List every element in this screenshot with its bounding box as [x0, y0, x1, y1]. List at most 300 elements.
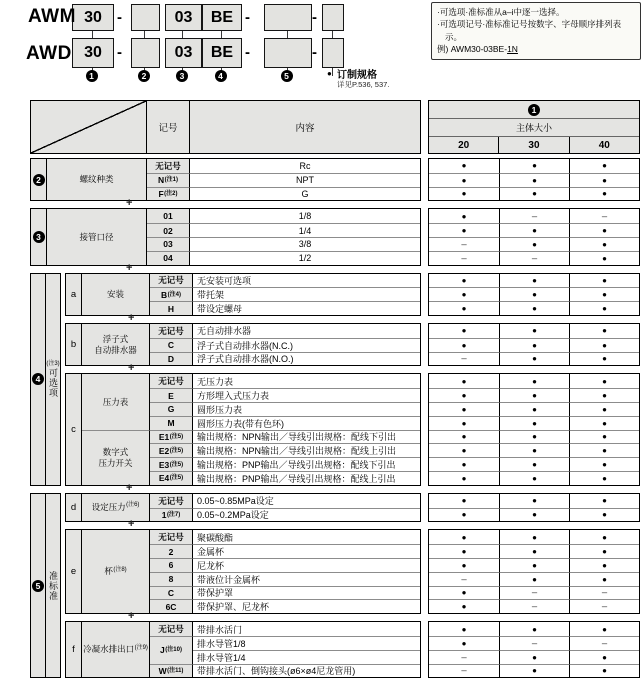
callout-1-badge: 1 — [86, 70, 98, 82]
content-cell: 方形埋入式压力表 — [193, 388, 420, 402]
plus-separator: + — [128, 610, 135, 623]
label-text: M — [167, 418, 175, 429]
model-segment-body-size: 30 — [72, 38, 114, 68]
spec-block — [65, 373, 421, 485]
example-highlight: 1N — [507, 43, 518, 54]
availability-dot: ● — [499, 187, 569, 201]
symbol-cell — [150, 544, 193, 558]
size-columns — [429, 137, 639, 153]
spec-block — [30, 208, 421, 265]
availability-dot: ● — [461, 211, 467, 221]
model-segment-option: BE — [202, 38, 242, 68]
plus-separator: + — [128, 311, 135, 324]
symbol-cell — [150, 622, 193, 636]
plus-separator: + — [126, 481, 133, 494]
availability-dash: – — [499, 636, 569, 650]
availability-dot: ● — [499, 494, 569, 508]
availability-dot: ● — [569, 544, 639, 558]
section-groups — [65, 493, 640, 679]
group-letter: b — [66, 324, 82, 365]
section-vertical-label — [46, 494, 60, 678]
group-name-line — [104, 566, 126, 577]
content-cell: 无安装可选项 — [193, 274, 420, 288]
availability-dot: ● — [569, 274, 639, 288]
content-cell: 带保护罩 — [193, 586, 420, 600]
availability-dash: – — [429, 237, 499, 251]
section-vertical-label — [46, 274, 60, 485]
symbol-cell — [150, 301, 193, 315]
availability-dash: – — [429, 664, 499, 678]
section-4 — [30, 273, 640, 486]
symbol-cell — [150, 352, 193, 366]
availability-dot: ● — [569, 301, 639, 315]
content-cell: G — [190, 187, 420, 201]
availability-dot: ● — [569, 494, 639, 508]
availability-dot: ● — [429, 471, 499, 485]
availability-dot: ● — [499, 324, 569, 338]
size-callout-row — [429, 101, 639, 119]
content-cell: 1/2 — [190, 251, 420, 265]
availability-dot: ● — [569, 443, 639, 457]
label-text: 自动排水器 — [94, 344, 137, 355]
availability-dot: ● — [569, 223, 639, 237]
availability-dot: ● — [429, 508, 499, 522]
availability-dot: ● — [429, 187, 499, 201]
dash: - — [245, 9, 250, 26]
symbol-cell — [150, 274, 193, 288]
section-number — [31, 209, 47, 264]
label-text: 无记号 — [158, 325, 184, 336]
content-cell: 圆形压力表 — [193, 402, 420, 416]
model-segment-option: BE — [202, 4, 242, 31]
symbol-cell — [150, 338, 193, 352]
content-cell: 带排水活门、倒钩接头(ø6×ø4尼龙管用) — [193, 664, 420, 678]
diagonal-cell — [31, 101, 147, 153]
model-segment-thread — [131, 38, 160, 68]
spec-block — [65, 273, 421, 316]
option-group-a — [65, 273, 640, 316]
availability-dot: ● — [461, 532, 467, 542]
content-column-header: 内容 — [295, 123, 315, 134]
label-text: N — [158, 175, 165, 186]
table-header — [30, 100, 640, 154]
availability-dot: ● — [499, 173, 569, 187]
symbol-cell — [147, 223, 190, 237]
availability-dash: – — [429, 572, 499, 586]
label-text: 压力开关 — [98, 457, 133, 468]
label-text: E1 — [158, 431, 170, 442]
symbol-note-ref: (注7) — [166, 511, 181, 518]
availability-dot: ● — [569, 402, 639, 416]
callout-5-badge: 5 — [281, 70, 293, 82]
availability-dot: ● — [569, 237, 639, 251]
ordering-table — [30, 100, 640, 678]
availability-dash: – — [569, 209, 639, 223]
symbol-cell — [150, 599, 193, 613]
plus-separator: + — [128, 518, 135, 531]
label-text: E2 — [158, 445, 170, 456]
group-name-line — [98, 458, 132, 469]
size-group-title: 主体大小 — [429, 119, 639, 137]
availability-dot: ● — [429, 402, 499, 416]
availability-dot: ● — [569, 352, 639, 366]
content-cell: 0.05~0.2MPa设定 — [193, 508, 420, 522]
symbol-cell — [150, 443, 193, 457]
spec-block — [65, 323, 421, 366]
availability-dot: ● — [499, 650, 569, 664]
availability-dot: ● — [569, 471, 639, 485]
section-number-badge: 2 — [33, 174, 45, 186]
custom-spec-label: 订制规格 — [337, 70, 377, 81]
availability-dash: – — [499, 586, 569, 600]
availability-dot: ● — [569, 650, 639, 664]
group-name-line: 数字式 — [102, 447, 129, 458]
content-cell: Rc — [190, 159, 420, 173]
group-note-ref: (注6) — [126, 502, 140, 509]
model-prefix-awm: AWM — [28, 6, 76, 27]
symbol-cell — [147, 187, 190, 201]
plus-separator: + — [126, 197, 133, 210]
availability-dot: ● — [569, 572, 639, 586]
label-text: 无记号 — [158, 532, 184, 543]
group-name-line — [83, 644, 148, 655]
section-groups — [65, 273, 640, 486]
label-text: J — [160, 645, 165, 656]
symbol-note-ref: (注4) — [167, 291, 181, 298]
symbol-cell — [147, 209, 190, 223]
availability-dot: ● — [499, 374, 569, 388]
symbol-cell — [150, 558, 193, 572]
availability-dash: – — [499, 599, 569, 613]
availability-matrix — [428, 273, 640, 316]
label-text: 03 — [163, 239, 173, 250]
availability-dot: ● — [429, 301, 499, 315]
availability-dot: ● — [461, 326, 467, 336]
availability-dot: ● — [429, 173, 499, 187]
group-letter: a — [66, 274, 82, 315]
availability-dash: – — [569, 636, 639, 650]
label-text: 无记号 — [158, 624, 184, 634]
spec-block — [30, 158, 421, 201]
model-segment-semi-standard — [264, 38, 312, 68]
availability-dot: ● — [569, 187, 639, 201]
availability-dash: – — [429, 352, 499, 366]
availability-dot: ● — [461, 376, 467, 386]
availability-dot: ● — [569, 251, 639, 265]
availability-matrix — [428, 529, 640, 614]
availability-dot: ● — [499, 402, 569, 416]
symbol-cell — [150, 636, 193, 664]
symbol-cell — [147, 159, 190, 173]
group-name — [47, 159, 147, 200]
label-text: 1 — [161, 509, 167, 520]
symbol-cell — [150, 388, 193, 402]
label-text: 安装 — [106, 289, 124, 300]
group-letter: f — [66, 622, 82, 677]
spec-block — [65, 621, 421, 678]
label-text: B — [161, 289, 168, 300]
availability-matrix — [428, 323, 640, 366]
table-header-sizes — [428, 100, 640, 154]
group-letter: e — [66, 530, 82, 613]
label-text: 压力表 — [102, 396, 129, 407]
label-text: 螺纹种类 — [79, 174, 114, 185]
availability-dot: ● — [499, 457, 569, 471]
label-text: 无记号 — [158, 376, 184, 387]
label-text: E — [168, 390, 174, 401]
content-cell: 输出规格：NPN输出／导线引出规格：配线上引出 — [193, 443, 420, 457]
model-segment-port-size: 03 — [165, 38, 202, 68]
label-text: 2 — [168, 546, 174, 557]
availability-dot: ● — [461, 275, 467, 285]
availability-dot: ● — [461, 161, 467, 171]
availability-matrix — [428, 373, 640, 485]
availability-dash: – — [429, 650, 499, 664]
group-name — [82, 374, 150, 429]
symbol-cell — [150, 324, 193, 338]
group-note-ref: (注8) — [113, 566, 127, 573]
availability-dot: ● — [429, 457, 499, 471]
availability-dot: ● — [569, 457, 639, 471]
content-cell: 金属杯 — [193, 544, 420, 558]
section-number-badge: 5 — [32, 580, 44, 592]
content-cell: 1/4 — [190, 223, 420, 237]
availability-dot: ● — [499, 443, 569, 457]
availability-dot: ● — [569, 530, 639, 544]
label-text: G — [167, 404, 175, 415]
group-name-line — [103, 397, 129, 408]
group-name-line — [79, 174, 113, 185]
group-letter: c — [66, 374, 82, 484]
section-number — [31, 159, 47, 200]
label-text: 6 — [168, 560, 174, 571]
ordering-note-box — [431, 2, 641, 60]
availability-dot: ● — [499, 223, 569, 237]
content-cell: 无自动排水器 — [193, 324, 420, 338]
group-name-line — [107, 289, 124, 300]
symbol-cell — [150, 586, 193, 600]
note-line: ·可选项·准标准从a–i中逐一选择。 — [437, 7, 565, 17]
content-cell: 带托架 — [193, 287, 420, 301]
symbol-cell — [150, 416, 193, 430]
availability-dot: ● — [429, 287, 499, 301]
note-line: ·可选项记号·准标准记号按数字、字母顺序排列表示。 — [437, 19, 622, 42]
symbol-cell — [150, 508, 193, 522]
availability-dot: ● — [499, 338, 569, 352]
symbol-note-ref: (注5) — [169, 461, 184, 468]
content-cell: 无压力表 — [193, 374, 420, 388]
availability-dot: ● — [499, 388, 569, 402]
availability-dot: ● — [499, 471, 569, 485]
content-cell: 圆形压力表(带有色环) — [193, 416, 420, 430]
availability-dash: – — [499, 251, 569, 265]
availability-dot: ● — [569, 664, 639, 678]
symbol-note-ref: (注1) — [164, 177, 178, 184]
option-group-b — [65, 323, 640, 366]
availability-dot: ● — [569, 558, 639, 572]
symbol-cell — [150, 664, 193, 678]
label-text: 无记号 — [155, 160, 181, 171]
label-text: 无记号 — [158, 275, 184, 286]
plus-separator-row — [65, 518, 640, 531]
section-number — [31, 274, 46, 485]
content-cell: 浮子式自动排水器(N.O.) — [193, 352, 420, 366]
label-text: W — [158, 665, 167, 676]
callout-4-badge: 4 — [215, 70, 227, 82]
model-prefix-awd: AWD — [26, 43, 72, 64]
symbol-cell — [150, 494, 193, 508]
symbol-cell — [150, 572, 193, 586]
section-3 — [30, 208, 640, 265]
availability-dash: – — [499, 209, 569, 223]
label-text: 01 — [163, 211, 173, 222]
label-text: 冷凝水排出口 — [83, 644, 135, 655]
availability-dot: ● — [429, 223, 499, 237]
label-text: C — [167, 587, 175, 598]
table-header-left — [30, 100, 421, 154]
availability-dot: ● — [429, 416, 499, 430]
group-name — [82, 494, 150, 522]
content-cell: 输出规格：NPN输出／导线引出规格：配线下引出 — [193, 430, 420, 444]
symbol-cell — [150, 374, 193, 388]
dash: - — [312, 44, 317, 61]
availability-dot: ● — [429, 443, 499, 457]
content-cell: 1/8 — [190, 209, 420, 223]
group-note-ref: (注9) — [134, 644, 148, 651]
content-cell: 尼龙杯 — [193, 558, 420, 572]
dash: - — [117, 44, 122, 61]
symbol-note-ref: (注10) — [165, 647, 182, 654]
availability-dot: ● — [569, 173, 639, 187]
section-number — [31, 494, 46, 678]
group-name-line — [94, 345, 137, 356]
content-cell: 输出规格：PNP输出／导线引出规格：配线上引出 — [193, 471, 420, 485]
availability-dot: ● — [499, 159, 569, 173]
symbol-cell — [150, 402, 193, 416]
size-40-header: 40 — [569, 137, 639, 153]
size-30-header: 30 — [498, 137, 568, 153]
section-5 — [30, 493, 640, 679]
section-label-strip — [30, 273, 61, 486]
content-cell: 0.05~0.85MPa设定 — [193, 494, 420, 508]
model-segment-port-size: 03 — [165, 4, 202, 31]
group-name-line — [92, 502, 140, 513]
section-vertical-text: 可选项 — [48, 367, 58, 398]
group-name-line — [79, 232, 113, 243]
availability-dot: ● — [429, 430, 499, 444]
plus-separator: + — [126, 261, 133, 274]
symbol-cell — [150, 457, 193, 471]
label-text: 无记号 — [158, 495, 184, 506]
section-label-strip — [30, 493, 61, 679]
group-name — [82, 622, 150, 677]
availability-dot: ● — [499, 416, 569, 430]
group-name — [82, 324, 150, 365]
plus-separator-row — [30, 481, 640, 494]
availability-dot: ● — [569, 416, 639, 430]
symbol-note-ref: (注5) — [169, 447, 184, 454]
availability-matrix — [428, 158, 640, 201]
dash: - — [117, 9, 122, 26]
availability-dot: ● — [569, 508, 639, 522]
availability-dash: – — [429, 251, 499, 265]
label-text: F — [158, 188, 164, 199]
table-sections — [30, 158, 640, 678]
dash: - — [245, 44, 250, 61]
label-text: 6C — [165, 601, 177, 612]
content-cell: 输出规格：PNP输出／导线引出规格：配线下引出 — [193, 457, 420, 471]
part-number-diagram — [0, 0, 642, 100]
content-cell: 3/8 — [190, 237, 420, 251]
symbol-cell — [147, 237, 190, 251]
availability-dash: – — [569, 599, 639, 613]
availability-dot: ● — [499, 352, 569, 366]
symbol-cell — [147, 251, 190, 265]
symbol-cell — [150, 471, 193, 485]
content-cell: NPT — [190, 173, 420, 187]
label-text: D — [167, 353, 175, 364]
plus-separator-row — [30, 197, 640, 210]
availability-dot: ● — [499, 622, 569, 636]
model-segment-custom — [322, 4, 344, 31]
availability-dot: ● — [499, 530, 569, 544]
content-cell: 带保护罩、尼龙杯 — [193, 599, 420, 613]
group-name — [82, 274, 150, 315]
availability-dot: ● — [499, 664, 569, 678]
label-text: 02 — [163, 225, 173, 236]
model-segment-body-size: 30 — [72, 4, 114, 31]
model-segment-semi-standard — [264, 4, 312, 31]
symbol-column-header: 记号 — [147, 101, 190, 153]
availability-dot: ● — [499, 508, 569, 522]
label-text: E4 — [158, 473, 170, 484]
label-text: 杯 — [104, 566, 113, 577]
availability-dot: ● — [499, 237, 569, 251]
group-name — [82, 530, 150, 613]
plus-separator-row — [65, 362, 640, 375]
size-20-header: 20 — [458, 139, 470, 151]
availability-dot: ● — [569, 374, 639, 388]
availability-dot: ● — [569, 159, 639, 173]
availability-dash: – — [569, 586, 639, 600]
availability-dot: ● — [499, 544, 569, 558]
availability-matrix — [428, 621, 640, 678]
content-cell: 带液位计金属杯 — [193, 572, 420, 586]
plus-separator: + — [128, 362, 135, 375]
availability-dot: ● — [461, 624, 467, 634]
availability-dot: ● — [429, 636, 499, 650]
availability-dot: ● — [499, 301, 569, 315]
section-vertical-text: 准标准 — [48, 570, 58, 601]
model-segment-thread — [131, 4, 160, 31]
plus-separator-row — [65, 610, 640, 623]
symbol-cell — [150, 287, 193, 301]
option-group-d — [65, 493, 640, 523]
label-text: 设定压力 — [91, 502, 126, 513]
content-cell: 聚碳酸酯 — [193, 530, 420, 544]
group-letter: d — [66, 494, 82, 522]
availability-dot: ● — [429, 388, 499, 402]
symbol-note-ref: (注5) — [169, 433, 184, 440]
group-name-line: 浮子式 — [102, 334, 129, 345]
callout-1-badge: 1 — [528, 104, 540, 116]
symbol-cell — [150, 430, 193, 444]
availability-dot: ● — [569, 324, 639, 338]
callout-3-badge: 3 — [176, 70, 188, 82]
group-name — [47, 209, 147, 264]
section-note-ref: (注3) — [46, 360, 60, 367]
symbol-note-ref: (注2) — [164, 190, 178, 197]
